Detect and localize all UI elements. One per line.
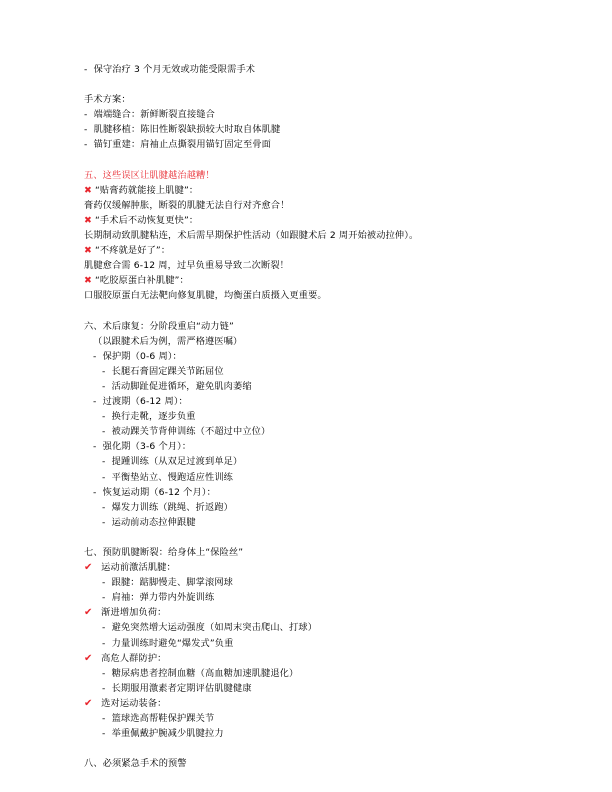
marked-line [84, 560, 534, 575]
text-line: - 强化期（3-6 个月）： [93, 441, 192, 453]
cross-icon: ✖ [84, 184, 93, 196]
text-line: 膏药仅缓解肿胀，断裂的肌腱无法自行对齐愈合！ [84, 199, 290, 211]
check-icon: ✔ [84, 607, 93, 619]
line-text: “不疼就是好了”： [95, 245, 171, 257]
text-line: - 力量训练时避免“爆发式”负重 [102, 637, 234, 649]
line-text: 渐进增加负荷： [95, 607, 167, 619]
text-line: - 长腿石膏固定踝关节跖屈位 [102, 365, 224, 377]
text-line: - 跟腱：踮脚慢走、脚掌滚网球 [102, 577, 233, 589]
text-line: - 锚钉重建：肩袖止点撕裂用锚钉固定至骨面 [84, 139, 272, 151]
text-line: - 提踵训练（从双足过渡到单足） [102, 456, 243, 468]
line-text: 高危人群防护： [95, 652, 167, 664]
text-line: 肌腱愈合需 6-12 周，过早负重易导致二次断裂！ [84, 260, 290, 272]
check-icon: ✔ [84, 697, 93, 709]
text-line: - 活动脚趾促进循环，避免肌肉萎缩 [102, 380, 252, 392]
text-line: - 避免突然增大运动强度（如周末突击爬山、打球） [102, 622, 318, 634]
text-line: 五、这些误区让肌腱越治越糟！ [84, 169, 215, 181]
text-line: - 平衡垫站立、慢跑适应性训练 [102, 471, 233, 483]
text-line: - 运动前动态拉伸跟腱 [102, 516, 196, 528]
text-line: （以跟腱术后为例，需严格遵医嘱） [93, 335, 243, 347]
text-line: - 篮球选高帮鞋保护踝关节 [102, 713, 215, 725]
text-line: 手术方案： [84, 94, 131, 106]
blank-line [84, 77, 534, 92]
text-line: 七、预防肌腱断裂：给身体上“保险丝” [84, 547, 244, 558]
line-text: “手术后不动恢复更快”： [95, 214, 199, 226]
check-icon: ✔ [84, 652, 93, 664]
marked-line [84, 651, 534, 666]
marked-line [84, 183, 534, 198]
text-line: - 保护期（0-6 周）： [93, 350, 182, 362]
text-line: 八、必须紧急手术的预警 [84, 758, 187, 770]
text-line: - 被动踝关节背伸训练（不超过中立位） [102, 426, 271, 438]
marked-line [84, 213, 534, 228]
cross-icon: ✖ [84, 245, 93, 257]
text-line: - 过渡期（6-12 周）： [93, 396, 188, 408]
marked-line [84, 696, 534, 711]
cross-icon: ✖ [84, 275, 93, 287]
text-line: - 爆发力训练（跳绳、折返跑） [102, 501, 233, 513]
blank-line [84, 530, 534, 545]
line-text: “贴膏药就能接上肌腱”： [95, 184, 199, 196]
text-line: - 端端缝合：新鲜断裂直接缝合 [84, 109, 215, 121]
marked-line [84, 243, 534, 258]
blank-line [84, 741, 534, 756]
text-line: 长期制动致肌腱粘连，术后需早期保护性活动（如跟腱术后 2 周开始被动拉伸）。 [84, 230, 419, 242]
document-body [84, 62, 534, 771]
text-line: - 肌腱移植：陈旧性断裂缺损较大时取自体肌腱 [84, 124, 281, 136]
check-icon: ✔ [84, 562, 93, 574]
blank-line [84, 304, 534, 319]
marked-line [84, 273, 534, 288]
line-text: “吃胶原蛋白补肌腱”： [95, 275, 189, 287]
text-line: - 换行走靴，逐步负重 [102, 411, 196, 423]
line-text: 选对运动装备： [95, 697, 167, 709]
blank-line [84, 153, 534, 168]
text-line: - 长期服用激素者定期评估肌腱健康 [102, 682, 252, 694]
cross-icon: ✖ [84, 214, 93, 226]
text-line: - 肩袖：弹力带内外旋训练 [102, 592, 215, 604]
text-line: - 恢复运动期（6-12 个月）： [93, 486, 216, 498]
line-text: 运动前激活肌腱： [95, 562, 176, 574]
text-line: - 糖尿病患者控制血糖（高血糖加速肌腱退化） [102, 667, 299, 679]
text-line: - 保守治疗 3 个月无效或功能受限需手术 [84, 64, 256, 75]
text-line: 口服胶原蛋白无法靶向修复肌腱，均衡蛋白质摄入更重要。 [84, 290, 327, 302]
text-line: - 举重佩戴护腕减少肌腱拉力 [102, 728, 224, 740]
text-line: 六、术后康复：分阶段重启“动力链” [84, 320, 234, 332]
marked-line [84, 605, 534, 620]
